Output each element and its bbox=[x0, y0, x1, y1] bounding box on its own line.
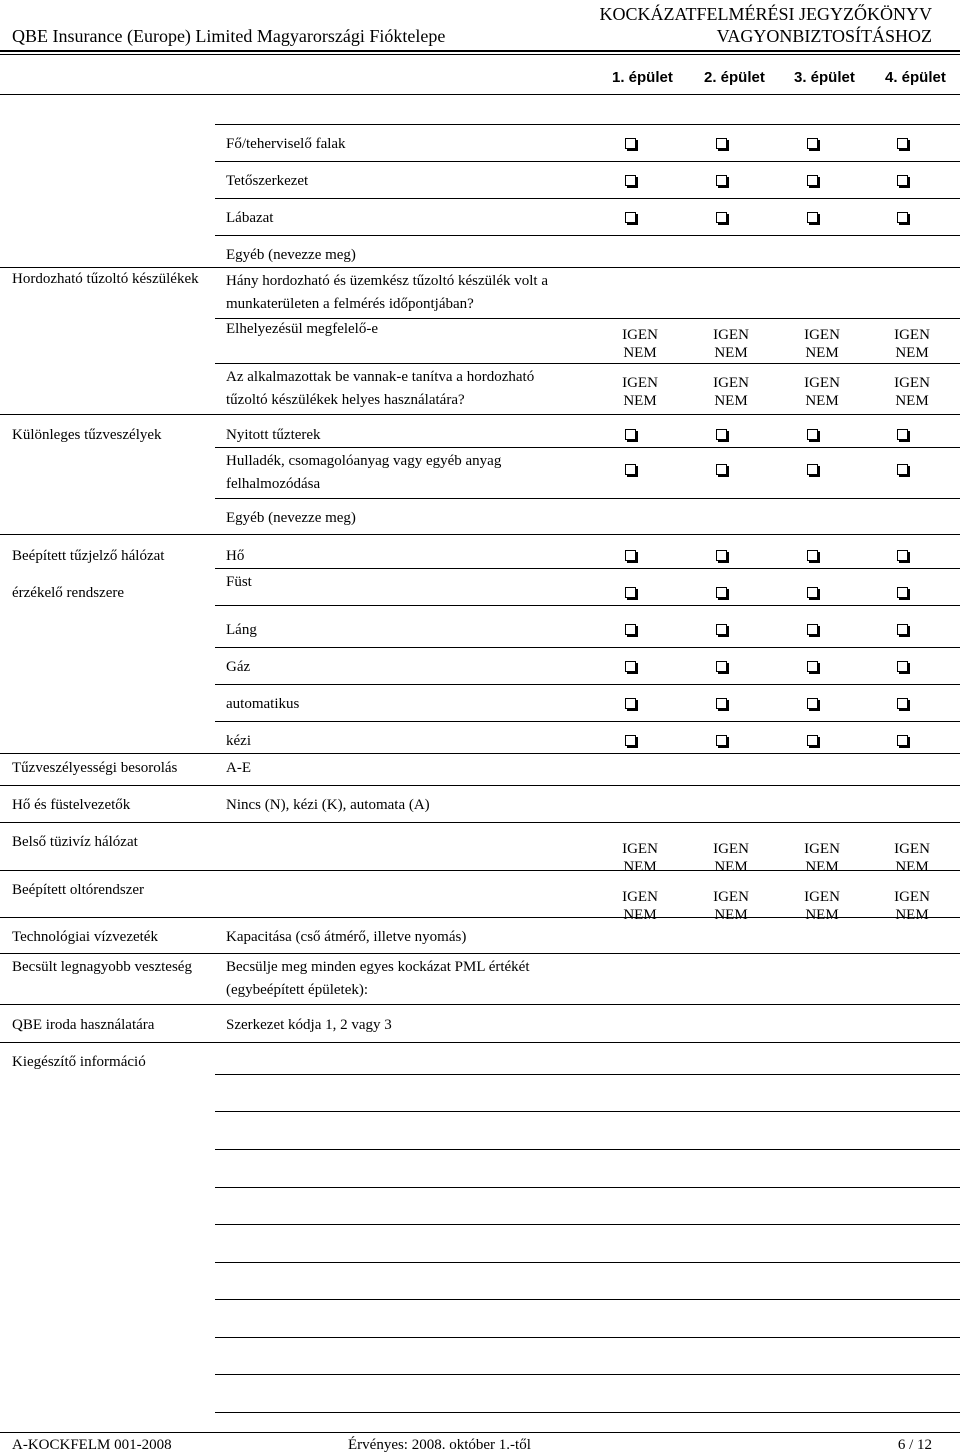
row-divider bbox=[0, 753, 215, 754]
row-label: Fő/teherviselő falak bbox=[226, 136, 346, 152]
section-label: Becsült legnagyobb veszteség bbox=[12, 959, 192, 975]
checkbox-building-2[interactable] bbox=[716, 175, 727, 186]
footer-code: A-KOCKFELM 001-2008 bbox=[12, 1437, 172, 1453]
yes-no-choice-building-2[interactable] bbox=[701, 840, 761, 876]
row-divider bbox=[215, 318, 960, 319]
no-option[interactable]: NEM bbox=[714, 907, 748, 923]
checkbox-building-1[interactable] bbox=[625, 661, 636, 672]
section-divider bbox=[0, 785, 960, 786]
no-option[interactable]: NEM bbox=[895, 345, 929, 361]
writing-line[interactable] bbox=[215, 1149, 960, 1150]
document-subtitle: VAGYONBIZTOSÍTÁSHOZ bbox=[716, 26, 932, 46]
row-divider bbox=[215, 447, 960, 448]
section-label: Hordozható tűzoltó készülékek bbox=[12, 271, 199, 287]
checkbox-building-4[interactable] bbox=[897, 212, 908, 223]
no-option[interactable]: NEM bbox=[805, 345, 839, 361]
no-option[interactable]: NEM bbox=[805, 907, 839, 923]
yes-no-choice-building-3[interactable] bbox=[792, 326, 852, 362]
yes-no-choice-building-3[interactable] bbox=[792, 888, 852, 924]
row-divider bbox=[215, 363, 960, 364]
checkbox-building-2[interactable] bbox=[716, 138, 727, 149]
section-label: Beépített oltórendszer bbox=[12, 882, 145, 898]
yes-no-choice-building-1[interactable] bbox=[610, 840, 670, 876]
row-divider bbox=[215, 568, 960, 569]
checkbox-building-4[interactable] bbox=[897, 175, 908, 186]
yes-option[interactable]: IGEN bbox=[713, 327, 749, 343]
no-option[interactable]: NEM bbox=[623, 859, 657, 875]
row-label: Becsülje meg minden egyes kockázat PML értékét bbox=[226, 959, 530, 975]
checkbox-building-1[interactable] bbox=[625, 550, 636, 561]
checkbox-building-1[interactable] bbox=[625, 175, 636, 186]
row-label: Kapacitása (cső átmérő, illetve nyomás) bbox=[226, 929, 467, 945]
document-title: KOCKÁZATFELMÉRÉSI JEGYZŐKÖNYV bbox=[599, 4, 932, 24]
column-header-1: 1. épület bbox=[612, 69, 673, 86]
checkbox-building-3[interactable] bbox=[807, 138, 818, 149]
section-label: Hő és füstelvezetők bbox=[12, 797, 131, 813]
checkbox-building-4[interactable] bbox=[897, 429, 908, 440]
row-divider bbox=[215, 753, 960, 754]
yes-no-choice-building-2[interactable] bbox=[701, 374, 761, 410]
footer-page: 6 / 12 bbox=[897, 1437, 932, 1453]
section-label: Kiegészítő információ bbox=[12, 1054, 146, 1070]
section-label: Beépített tűzjelző hálózat bbox=[12, 548, 165, 564]
no-option[interactable]: NEM bbox=[623, 345, 657, 361]
yes-no-choice-building-2[interactable] bbox=[701, 326, 761, 362]
column-header-4: 4. épület bbox=[885, 69, 946, 86]
no-option[interactable]: NEM bbox=[623, 393, 657, 409]
checkbox-building-1[interactable] bbox=[625, 464, 636, 475]
checkbox-building-4[interactable] bbox=[897, 550, 908, 561]
yes-no-choice-building-4[interactable] bbox=[882, 888, 942, 924]
yes-no-choice-building-1[interactable] bbox=[610, 326, 670, 362]
yes-option[interactable]: IGEN bbox=[713, 375, 749, 391]
section-label: Technológiai vízvezeték bbox=[12, 929, 158, 945]
company-name: QBE Insurance (Europe) Limited Magyarországi Fióktelepe bbox=[12, 26, 446, 46]
checkbox-building-2[interactable] bbox=[716, 429, 727, 440]
row-divider bbox=[215, 605, 960, 606]
checkbox-building-3[interactable] bbox=[807, 661, 818, 672]
no-option[interactable]: NEM bbox=[714, 345, 748, 361]
writing-line[interactable] bbox=[215, 1299, 960, 1300]
section-label: Belső tüzivíz hálózat bbox=[12, 834, 138, 850]
yes-option[interactable]: IGEN bbox=[804, 889, 840, 905]
writing-line[interactable] bbox=[215, 1262, 960, 1263]
no-option[interactable]: NEM bbox=[895, 907, 929, 923]
row-divider bbox=[215, 124, 960, 125]
yes-no-choice-building-2[interactable] bbox=[701, 888, 761, 924]
no-option[interactable]: NEM bbox=[714, 393, 748, 409]
checkbox-building-2[interactable] bbox=[716, 212, 727, 223]
checkbox-building-1[interactable] bbox=[625, 735, 636, 746]
section-divider bbox=[0, 822, 960, 823]
yes-option[interactable]: IGEN bbox=[622, 889, 658, 905]
yes-option[interactable]: IGEN bbox=[894, 327, 930, 343]
checkbox-building-3[interactable] bbox=[807, 429, 818, 440]
row-label: Egyéb (nevezze meg) bbox=[226, 247, 356, 263]
checkbox-building-3[interactable] bbox=[807, 587, 818, 598]
checkbox-building-1[interactable] bbox=[625, 624, 636, 635]
section-divider bbox=[0, 953, 960, 954]
checkbox-building-3[interactable] bbox=[807, 175, 818, 186]
row-label: Gáz bbox=[226, 659, 251, 675]
footer-valid: Érvényes: 2008. október 1.-től bbox=[348, 1437, 531, 1453]
checkbox-building-3[interactable] bbox=[807, 550, 818, 561]
yes-option[interactable]: IGEN bbox=[622, 375, 658, 391]
row-label: Szerkezet kódja 1, 2 vagy 3 bbox=[226, 1017, 392, 1033]
row-label: Láng bbox=[226, 622, 257, 638]
row-divider bbox=[215, 198, 960, 199]
header-divider bbox=[0, 50, 960, 52]
section-divider bbox=[0, 1004, 960, 1005]
row-label: automatikus bbox=[226, 696, 300, 712]
no-option[interactable]: NEM bbox=[805, 393, 839, 409]
row-label: Tetőszerkezet bbox=[226, 173, 309, 189]
row-label: Egyéb (nevezze meg) bbox=[226, 510, 356, 526]
row-label: tűzoltó készülékek helyes használatára? bbox=[226, 392, 465, 408]
checkbox-building-1[interactable] bbox=[625, 429, 636, 440]
yes-option[interactable]: IGEN bbox=[804, 841, 840, 857]
yes-option[interactable]: IGEN bbox=[713, 889, 749, 905]
no-option[interactable]: NEM bbox=[805, 859, 839, 875]
section-label: Tűzveszélyességi besorolás bbox=[12, 760, 178, 776]
writing-line[interactable] bbox=[215, 1224, 960, 1225]
row-label: Lábazat bbox=[226, 210, 274, 226]
checkbox-building-2[interactable] bbox=[716, 624, 727, 635]
row-divider bbox=[215, 647, 960, 648]
checkbox-building-2[interactable] bbox=[716, 587, 727, 598]
row-label: munkaterületen a felmérés időpontjában? bbox=[226, 296, 474, 312]
row-divider bbox=[215, 498, 960, 499]
checkbox-building-4[interactable] bbox=[897, 624, 908, 635]
yes-no-choice-building-1[interactable] bbox=[610, 888, 670, 924]
header-divider-thin bbox=[0, 54, 960, 55]
yes-no-choice-building-4[interactable] bbox=[882, 326, 942, 362]
row-label: felhalmozódása bbox=[226, 476, 321, 492]
checkbox-building-4[interactable] bbox=[897, 587, 908, 598]
no-option[interactable]: NEM bbox=[895, 859, 929, 875]
section-divider bbox=[0, 1042, 960, 1043]
checkbox-building-3[interactable] bbox=[807, 464, 818, 475]
row-label: Elhelyezésül megfelelő-e bbox=[226, 321, 379, 337]
no-option[interactable]: NEM bbox=[895, 393, 929, 409]
writing-line[interactable] bbox=[215, 1412, 960, 1413]
yes-option[interactable]: IGEN bbox=[894, 375, 930, 391]
checkbox-building-4[interactable] bbox=[897, 138, 908, 149]
row-label: Hány hordozható és üzemkész tűzoltó készülék volt a bbox=[226, 273, 548, 289]
row-divider bbox=[215, 721, 960, 722]
row-divider bbox=[215, 235, 960, 236]
section-label: Különleges tűzveszélyek bbox=[12, 427, 162, 443]
checkbox-building-2[interactable] bbox=[716, 698, 727, 709]
checkbox-building-4[interactable] bbox=[897, 698, 908, 709]
row-divider bbox=[215, 684, 960, 685]
yes-option[interactable]: IGEN bbox=[804, 375, 840, 391]
row-label: Hő bbox=[226, 548, 245, 564]
checkbox-building-1[interactable] bbox=[625, 212, 636, 223]
column-header-3: 3. épület bbox=[794, 69, 855, 86]
yes-option[interactable]: IGEN bbox=[622, 841, 658, 857]
yes-no-choice-building-3[interactable] bbox=[792, 840, 852, 876]
checkbox-building-3[interactable] bbox=[807, 624, 818, 635]
checkbox-building-3[interactable] bbox=[807, 698, 818, 709]
no-option[interactable]: NEM bbox=[623, 907, 657, 923]
writing-line[interactable] bbox=[215, 1111, 960, 1112]
checkbox-building-1[interactable] bbox=[625, 698, 636, 709]
checkbox-building-2[interactable] bbox=[716, 464, 727, 475]
yes-option[interactable]: IGEN bbox=[804, 327, 840, 343]
section-label: érzékelő rendszere bbox=[12, 585, 125, 601]
yes-option[interactable]: IGEN bbox=[713, 841, 749, 857]
yes-no-choice-building-3[interactable] bbox=[792, 374, 852, 410]
yes-option[interactable]: IGEN bbox=[622, 327, 658, 343]
yes-option[interactable]: IGEN bbox=[894, 889, 930, 905]
writing-line[interactable] bbox=[215, 1337, 960, 1338]
yes-no-choice-building-4[interactable] bbox=[882, 374, 942, 410]
checkbox-building-4[interactable] bbox=[897, 661, 908, 672]
row-label: Nyitott tűzterek bbox=[226, 427, 321, 443]
checkbox-building-2[interactable] bbox=[716, 735, 727, 746]
yes-no-choice-building-4[interactable] bbox=[882, 840, 942, 876]
row-label: Hulladék, csomagolóanyag vagy egyéb anyag bbox=[226, 453, 502, 469]
row-label: (egybeépített épületek): bbox=[226, 982, 369, 998]
yes-no-choice-building-1[interactable] bbox=[610, 374, 670, 410]
row-label: Az alkalmazottak be vannak-e tanítva a hordozható bbox=[226, 369, 535, 385]
checkbox-building-1[interactable] bbox=[625, 138, 636, 149]
writing-line[interactable] bbox=[215, 1074, 960, 1075]
column-header-2: 2. épület bbox=[704, 69, 765, 86]
checkbox-building-4[interactable] bbox=[897, 735, 908, 746]
writing-line[interactable] bbox=[215, 1187, 960, 1188]
column-header-divider bbox=[0, 94, 960, 95]
section-divider bbox=[0, 267, 960, 268]
section-divider bbox=[0, 414, 960, 415]
writing-line[interactable] bbox=[215, 1374, 960, 1375]
checkbox-building-2[interactable] bbox=[716, 661, 727, 672]
no-option[interactable]: NEM bbox=[714, 859, 748, 875]
row-label: A-E bbox=[226, 760, 251, 776]
row-label: Nincs (N), kézi (K), automata (A) bbox=[226, 797, 430, 813]
checkbox-building-3[interactable] bbox=[807, 212, 818, 223]
row-label: kézi bbox=[226, 733, 251, 749]
section-divider bbox=[0, 534, 960, 535]
section-label: QBE iroda használatára bbox=[12, 1017, 155, 1033]
footer-divider bbox=[0, 1432, 960, 1433]
row-label: Füst bbox=[226, 574, 252, 590]
yes-option[interactable]: IGEN bbox=[894, 841, 930, 857]
checkbox-building-3[interactable] bbox=[807, 735, 818, 746]
row-divider bbox=[215, 161, 960, 162]
checkbox-building-2[interactable] bbox=[716, 550, 727, 561]
checkbox-building-1[interactable] bbox=[625, 587, 636, 598]
checkbox-building-4[interactable] bbox=[897, 464, 908, 475]
